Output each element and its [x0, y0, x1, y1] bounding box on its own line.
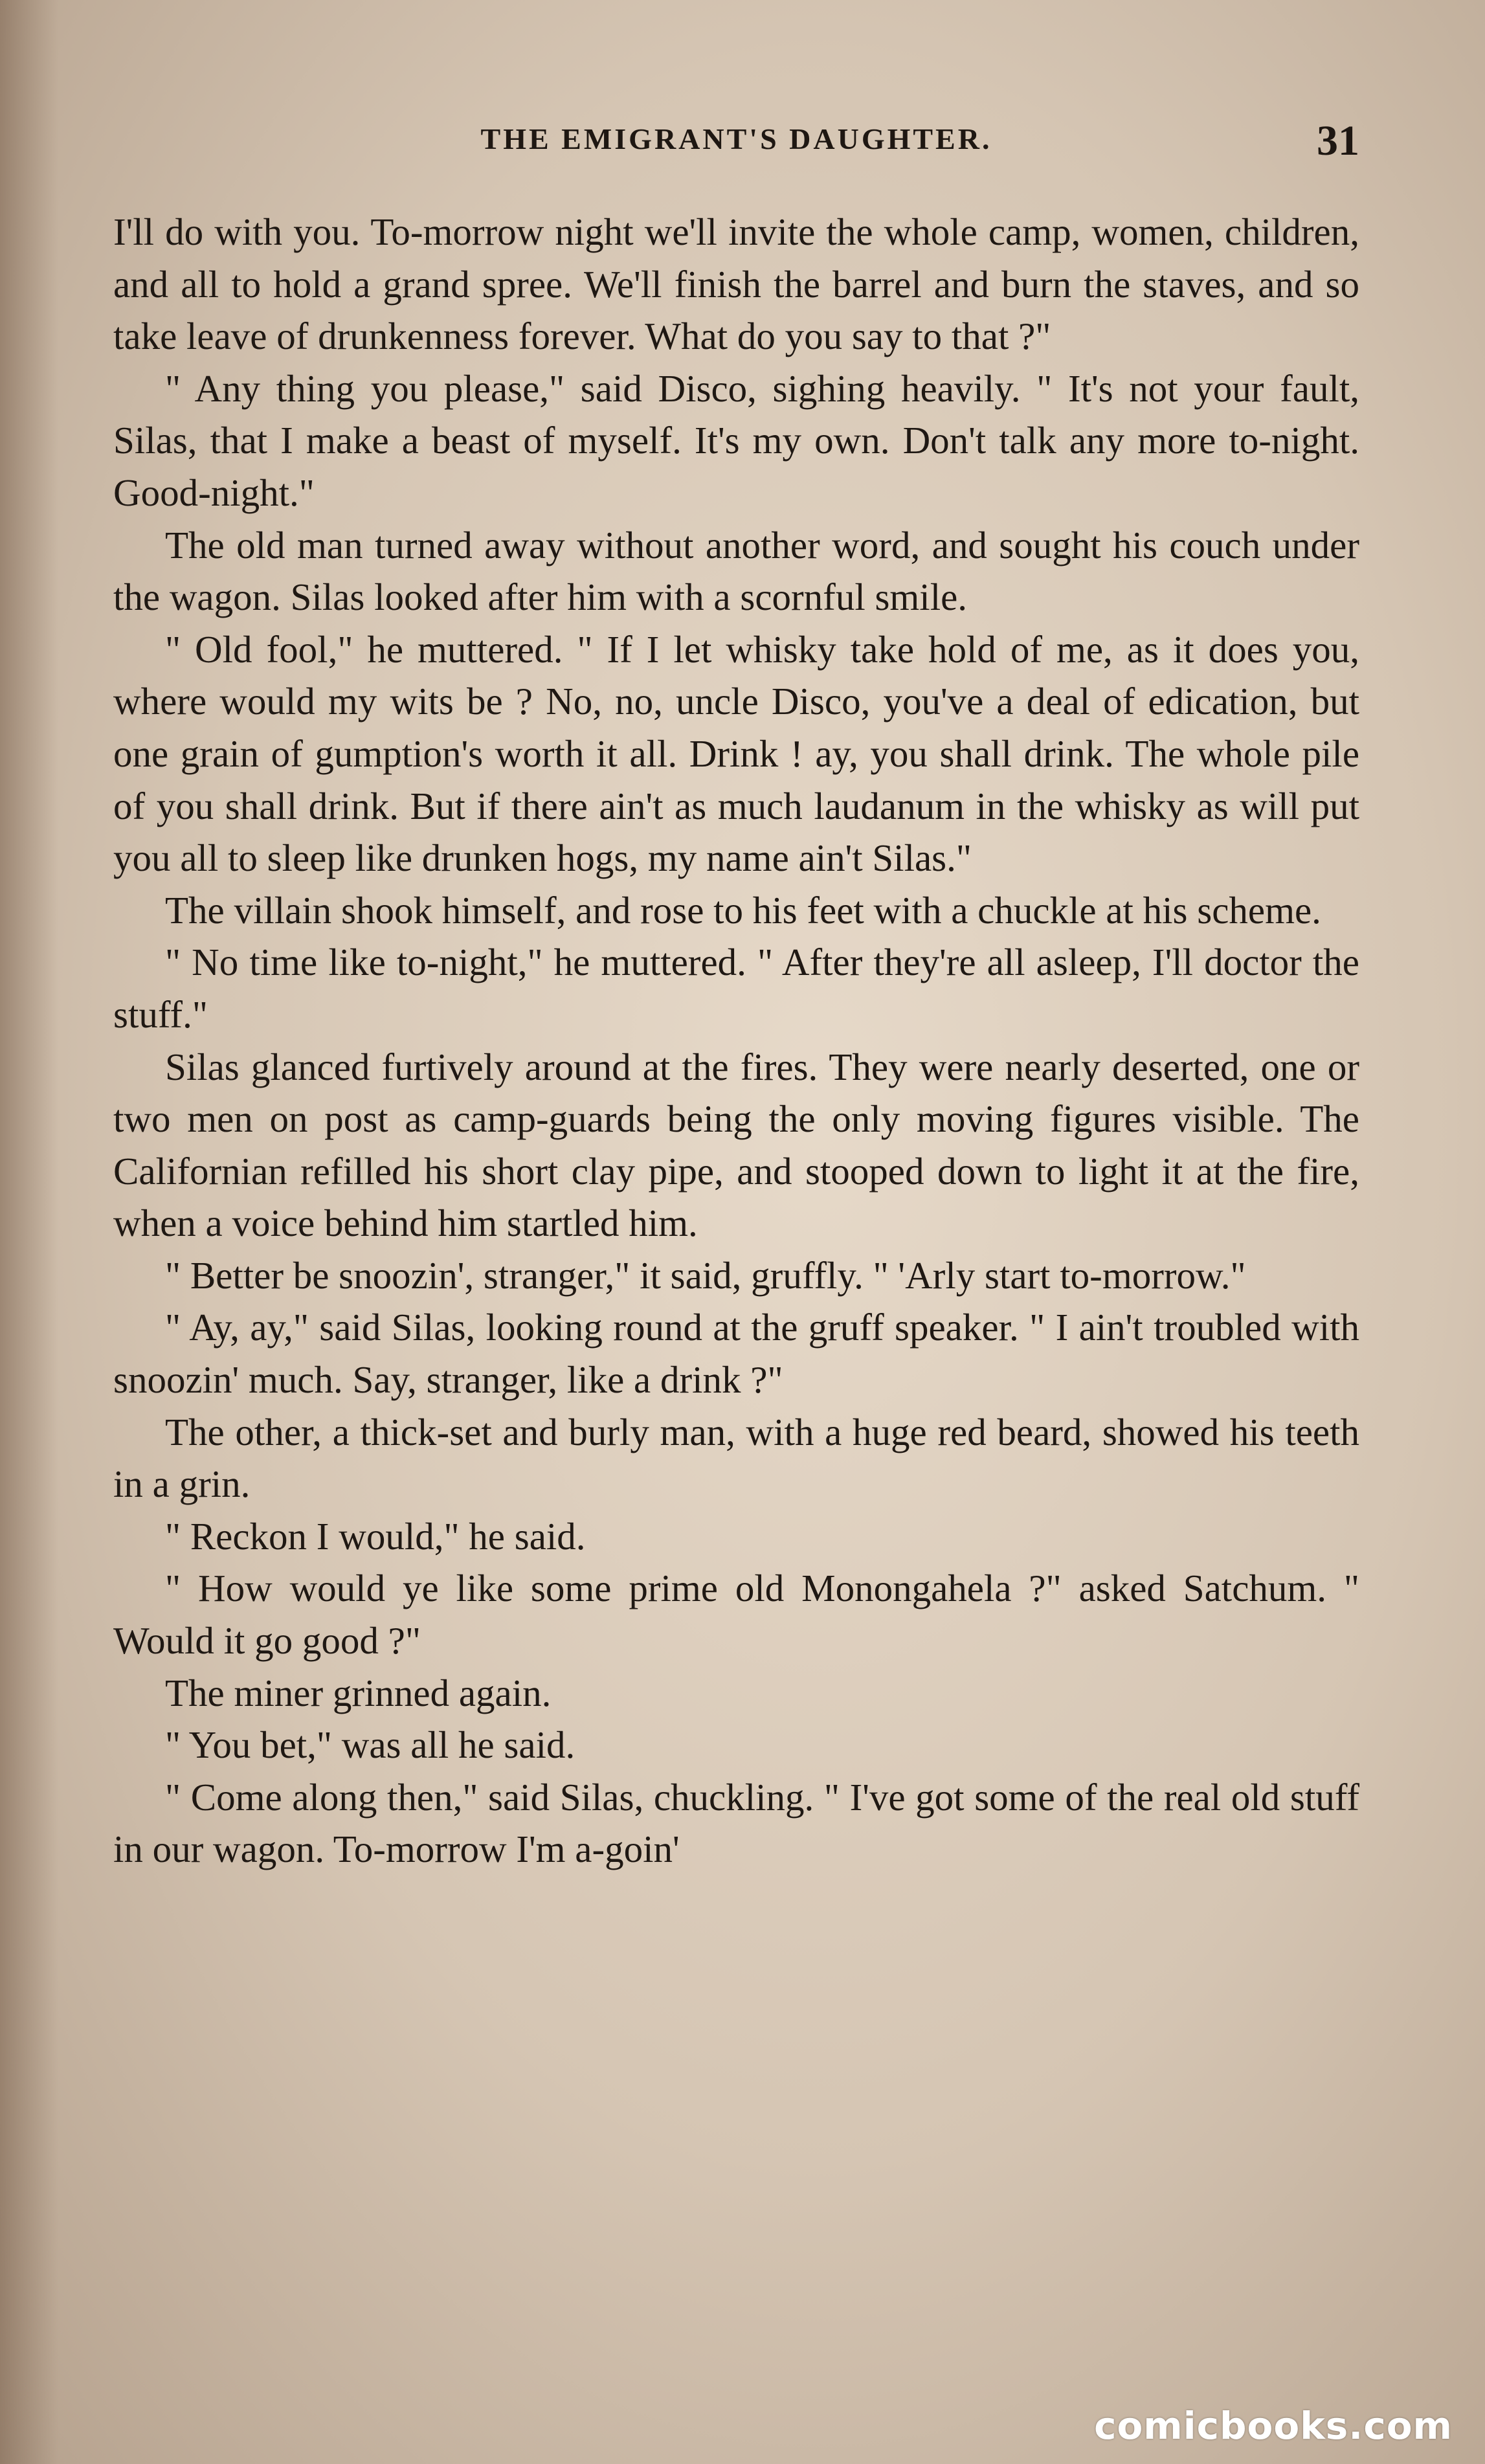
paragraph: The old man turned away without another word, and sought his couch under the wagon. Silas looked after him with a scornful smile.	[113, 523, 1359, 619]
watermark: comicbooks.com	[1094, 2404, 1453, 2448]
paragraph: " Old fool," he muttered. " If I let whisky take hold of me, as it does you, where would my wits be ? No, no, uncle Disco, you've a deal of edication, but one grain of gumption's worth it all. Drink ! ay, you shall drink. The whole pile of you shall drink. But if there ain't as much laudanum in the whisky as will put you all to sleep like drunken hogs, my name ain't Silas."	[113, 627, 1359, 880]
paragraph: The other, a thick-set and burly man, with a huge red beard, showed his teeth in a grin.	[113, 1410, 1359, 1506]
paragraph: " You bet," was all he said.	[165, 1723, 575, 1767]
paragraph: " Come along then," said Silas, chuckling. " I've got some of the real old stuff in our wagon. To-morrow I'm a-goin'	[113, 1775, 1359, 1871]
running-title: THE EMIGRANT'S DAUGHTER.	[480, 122, 992, 155]
page-header	[113, 117, 1359, 168]
paragraph: Silas glanced furtively around at the fires. They were nearly deserted, one or two men on post as camp-guards being the only moving figures visible. The Californian refilled his short clay pipe, and stooped down to light it at the fire, when a voice behind him startled him.	[113, 1045, 1359, 1245]
paragraph: The miner grinned again.	[165, 1671, 552, 1714]
paragraph: I'll do with you. To-morrow night we'll invite the whole camp, women, children, and all to hold a grand spree. We'll finish the barrel and burn the staves, and so take leave of drunkenness forever. What do you say to that ?"	[113, 210, 1359, 358]
paragraph: " How would ye like some prime old Monongahela ?" asked Satchum. " Would it go good ?"	[113, 1567, 1359, 1663]
paragraph: " Ay, ay," said Silas, looking round at the gruff speaker. " I ain't troubled with snoozin' much. Say, stranger, like a drink ?"	[113, 1306, 1359, 1402]
paragraph: " Any thing you please," said Disco, sighing heavily. " It's not your fault, Silas, that I make a beast of myself. It's my own. Don't talk any more to-night. Good-night."	[113, 366, 1359, 514]
paragraph: The villain shook himself, and rose to his feet with a chuckle at his scheme.	[165, 888, 1321, 932]
page-number: 31	[1317, 117, 1359, 164]
page-edge-shadow	[0, 0, 58, 2464]
paragraph: " Better be snoozin', stranger," it said, gruffly. " 'Arly start to-morrow."	[165, 1253, 1246, 1297]
paragraph: " No time like to-night," he muttered. " After they're all asleep, I'll doctor the stuff."	[113, 941, 1359, 1036]
body-text	[113, 206, 1359, 1876]
paragraph: " Reckon I would," he said.	[165, 1514, 586, 1558]
